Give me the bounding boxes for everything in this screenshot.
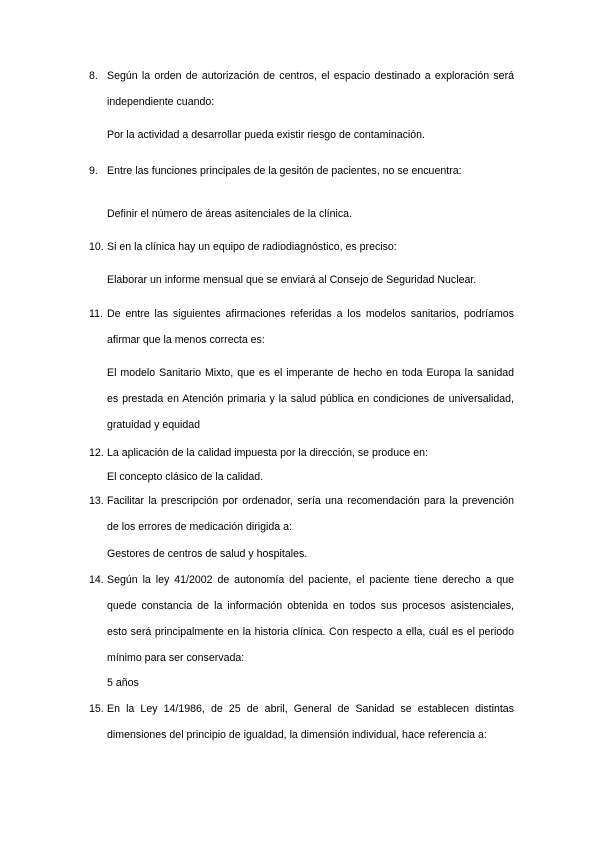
answer-11-line-2: es prestada en Atención primaria y la salud pública en condiciones de universalidad, [107,393,514,405]
question-text-line: La aplicación de la calidad impuesta por la dirección, se produce en: [107,447,428,459]
question-text-line: mínimo para ser conservada: [107,652,245,664]
question-number: 11. [89,308,103,320]
question-number: 8. [89,70,98,82]
answer-11-line-1: El modelo Sanitario Mixto, que es el imperante de hecho en toda Europa la sanidad [107,367,514,379]
question-text-line: Según la ley 41/2002 de autonomía del paciente, el paciente tiene derecho a que [107,574,514,586]
question-text-line: independiente cuando: [107,96,215,108]
question-text-line: de los errores de medicación dirigida a: [107,521,292,533]
question-number: 9. [89,165,98,177]
answer-9: Definir el número de áreas asitenciales de la clínica. [107,208,352,220]
question-text-line: Si en la clínica hay un equipo de radiodiagnóstico, es preciso: [107,241,397,253]
question-text-line: De entre las siguientes afirmaciones referidas a los modelos sanitarios, podríamos [107,308,514,320]
answer-11-line-3: gratuidad y equidad [107,419,201,431]
answer-13: Gestores de centros de salud y hospitales. [107,548,308,560]
question-text-line: Facilitar la prescripción por ordenador, sería una recomendación para la prevención [107,495,514,507]
question-text-line: dimensiones del principio de igualdad, la dimensión individual, hace referencia a: [107,729,487,741]
question-text-line: quede constancia de la información obtenida en todos sus procesos asistenciales, [107,600,514,612]
question-text-line: En la Ley 14/1986, de 25 de abril, General de Sanidad se establecen distintas [107,703,514,715]
question-text-line: afirmar que la menos correcta es: [107,334,265,346]
question-text-line: Entre las funciones principales de la gesitón de pacientes, no se encuentra: [107,165,462,177]
answer-14: 5 años [107,677,139,689]
question-number: 10. [89,241,104,253]
answer-10: Elaborar un informe mensual que se enviará al Consejo de Seguridad Nuclear. [107,274,477,286]
answer-12: El concepto clásico de la calidad. [107,471,264,483]
answer-8: Por la actividad a desarrollar pueda existir riesgo de contaminación. [107,129,425,141]
question-text-line: Según la orden de autorización de centros, el espacio destinado a exploración será [107,70,514,82]
question-number: 12. [89,447,104,459]
question-number: 14. [89,574,104,586]
question-number: 13. [89,495,104,507]
question-number: 15. [89,703,104,715]
question-text-line: esto será principalmente en la historia clínica. Con respecto a ella, cuál es el periodo [107,626,514,638]
